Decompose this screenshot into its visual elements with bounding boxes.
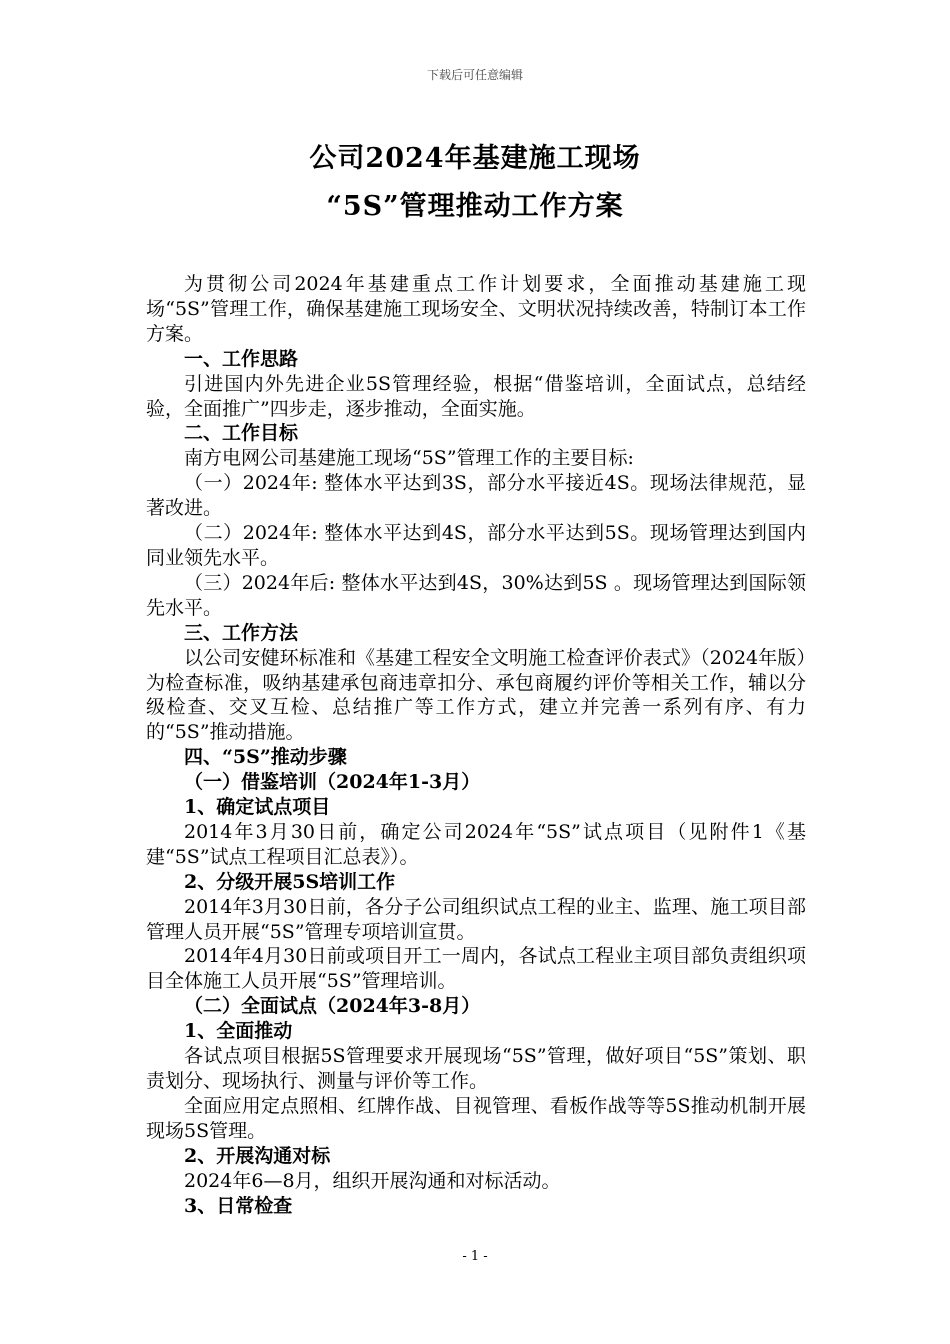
document-title-line2: “5S”管理推动工作方案 <box>326 191 624 222</box>
body-paragraph: （二）2024年: 整体水平达到4S，部分水平达到5S。现场管理达到国内同业领先水平。 <box>146 522 806 569</box>
header-note: 下载后可任意编辑 <box>426 68 523 82</box>
section-heading: 2、开展沟通对标 <box>184 1144 331 1167</box>
body-paragraph: 2014年3月30日前，各分子公司组织试点工程的业主、监理、施工项目部管理人员开展“5S”管理专项培训宣贯。 <box>146 895 806 943</box>
section-heading: 1、全面推动 <box>184 1020 293 1043</box>
section-heading: 3、日常检查 <box>184 1194 293 1217</box>
body-paragraph: 2024年6—8月，组织开展沟通和对标活动。 <box>184 1169 561 1192</box>
body-paragraph: 以公司安健环标准和《基建工程安全文明施工检查评价表式》（2024年版）为检查标准，吸纳基建承包商违章扣分、承包商履约评价等相关工作，辅以分级检查、交叉互检、总结推广等工作方式，建立并完善一系列有序、有力的“5S”推动措施。 <box>146 646 806 744</box>
section-heading: 一、工作思路 <box>184 347 299 370</box>
document-body <box>146 272 806 1218</box>
section-heading: 1、确定试点项目 <box>184 796 331 819</box>
body-paragraph: 各试点项目根据5S管理要求开展现场“5S”管理，做好项目“5S”策划、职责划分、现场执行、测量与评价等工作。 <box>146 1045 806 1092</box>
section-heading: 四、“5S”推动步骤 <box>184 746 347 769</box>
section-heading: 2、分级开展5S培训工作 <box>184 870 396 893</box>
section-heading: （一）借鉴培训（2024年1-3月） <box>184 771 481 794</box>
body-paragraph: 为贯彻公司2024年基建重点工作计划要求，全面推动基建施工现场“5S”管理工作，确保基建施工现场安全、文明状况持续改善，特制订本工作方案。 <box>146 273 806 345</box>
section-heading: （二）全面试点（2024年3-8月） <box>184 995 481 1018</box>
document-title-line1: 公司2024年基建施工现场 <box>309 143 641 174</box>
body-paragraph: 2014年3月30日前，确定公司2024年“5S”试点项目（见附件1《基建“5S”试点工程项目汇总表》）。 <box>146 820 806 868</box>
page-number: - 1 - <box>462 1249 488 1264</box>
section-heading: 三、工作方法 <box>184 621 299 644</box>
body-paragraph: （三）2024年后: 整体水平达到4S，30%达到5S 。现场管理达到国际领先水平。 <box>146 571 806 619</box>
body-paragraph: 2014年4月30日前或项目开工一周内，各试点工程业主项目部负责组织项目全体施工人员开展“5S”管理培训。 <box>146 945 806 993</box>
body-paragraph: （一）2024年: 整体水平达到3S，部分水平接近4S。现场法律规范，显著改进。 <box>146 472 806 520</box>
body-paragraph: 全面应用定点照相、红牌作战、目视管理、看板作战等等5S推动机制开展现场5S管理。 <box>146 1094 806 1142</box>
section-heading: 二、工作目标 <box>184 422 299 445</box>
body-paragraph: 南方电网公司基建施工现场“5S”管理工作的主要目标: <box>184 447 634 470</box>
body-paragraph: 引进国内外先进企业5S管理经验，根据“借鉴培训，全面试点，总结经验，全面推广”四步走，逐步推动，全面实施。 <box>146 372 806 420</box>
